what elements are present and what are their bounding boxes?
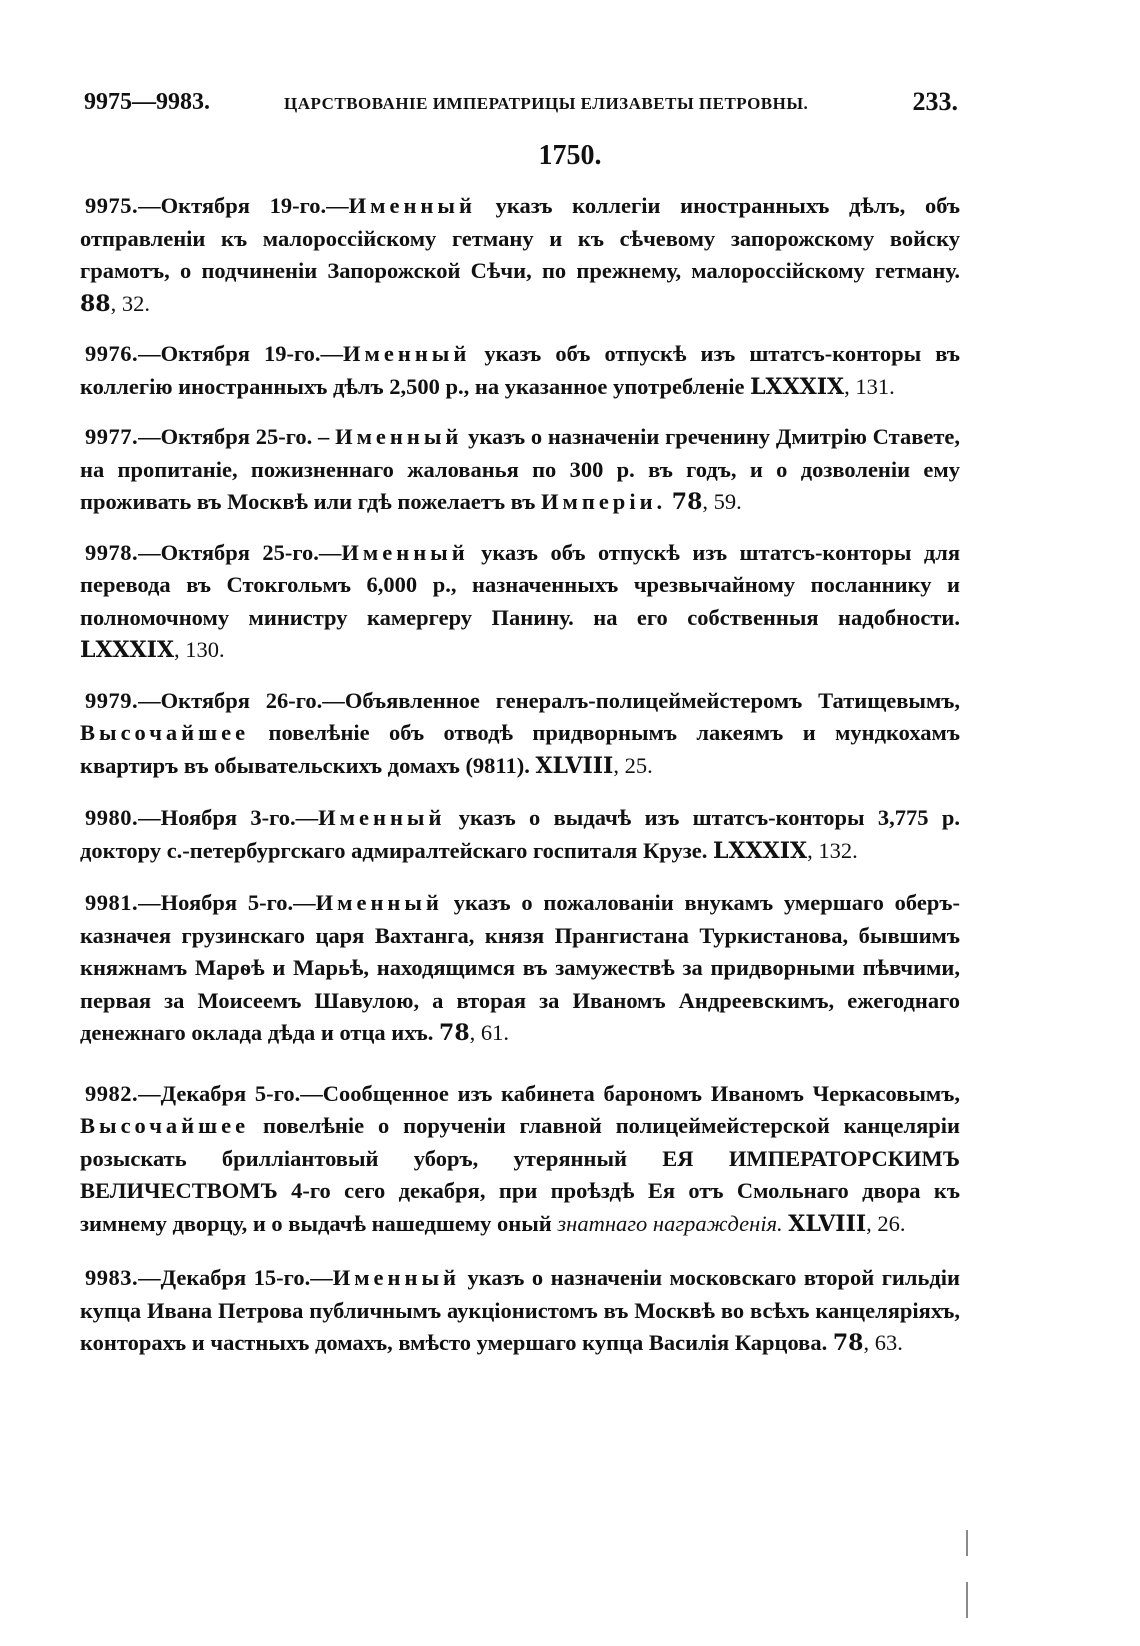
entry-9983 [80, 1262, 960, 1360]
entry-text-b: повелѣніе о порученіи главной полицеймейстерской канцеляріи розыскать брилліантовый уборъ, утерянный ЕЯ ИМПЕРАТОРСКИМЪ ВЕЛИЧЕСТВОМЪ 4-го сего декабря, при проѣздѣ Ея отъ Смольнаго двора къ зимнему дворцу, и о выдачѣ нашедшему оный [80, 1113, 960, 1236]
entry-text: указъ о назначеніи московскаго второй гильдіи купца Ивана Петрова публичнымъ аукціонистомъ въ Москвѣ во всѣхъ канцеляріяхъ, конторахъ и частныхъ домахъ, вмѣсто умершаго купца Василія Карцова. [80, 1265, 960, 1355]
entry-date: —Октября 25-го. – [138, 424, 336, 449]
entry-date: —Октября 25-го.— [138, 539, 342, 565]
entry-kind: Именный [315, 890, 443, 915]
entry-number: 9979. [85, 687, 139, 713]
entry-number: 9980. [85, 805, 139, 830]
entry-text-b: повелѣніе объ отводѣ придворнымъ лакеямъ и мундкохамъ квартиръ въ обывательскихъ домахъ (9811). [80, 720, 960, 778]
entry-9978 [80, 537, 960, 667]
margin-scan-mark [966, 1582, 968, 1618]
entry-text: указъ о назначеніи греченину Дмитрію Ставете, на пропитаніе, пожизненнаго жалованья по 300 р. въ годъ, и о дозволеніи ему проживать въ Москвѣ или гдѣ пожелаетъ въ [80, 424, 961, 514]
entry-page: , 59. [702, 489, 742, 514]
entry-page: , 61. [469, 1020, 510, 1045]
entry-9981 [80, 887, 960, 1050]
entry-page: , 131. [844, 373, 895, 399]
entry-empire: Имперіи. [541, 489, 667, 514]
entry-text: указъ коллегіи иностранныхъ дѣлъ, объ отправленіи къ малороссійскому гетману и къ сѣчевому запорожскому войску грамотъ, о подчиненіи Запорожской Сѣчи, по прежнему, малороссійскому гетману. [80, 193, 960, 283]
page-number: 233. [912, 87, 958, 116]
entry-date: —Октября 26-го.— [138, 687, 345, 713]
entry-date: —Декабря 15-го.— [138, 1265, 333, 1290]
entry-number: 9982. [85, 1080, 139, 1106]
margin-scan-mark [966, 1530, 968, 1556]
entry-text: указъ о пожалованіи внукамъ умершаго оберъ-казначея грузинскаго царя Вахтанга, князя Прангистана Туркистанова, бывшимъ княжнамъ Марѳѣ и Марьѣ, находящимся въ замужествѣ за придворными пѣвчими, первая за Моисеемъ Шавулою, а вторая за Иваномъ Андреевскимъ, ежегоднаго денежнаго оклада дѣда и отца ихъ. [80, 890, 960, 1045]
entry-page: , 63. [863, 1330, 903, 1355]
entry-number: 9981. [85, 890, 139, 915]
entry-volume: LXXXIX [750, 373, 845, 400]
entry-volume: 78 [439, 1020, 470, 1046]
entry-kind: Именный [335, 424, 463, 449]
entry-volume: LXXXIX [713, 837, 808, 864]
entry-text: указъ объ отпускѣ изъ штатсъ-конторы въ коллегію иностранныхъ дѣлъ 2,500 р., на указанное употребленіе [80, 341, 960, 399]
entry-kind: Именный [341, 539, 469, 565]
entry-page: , 32. [110, 290, 150, 316]
entry-kind: Высочайшее [80, 1113, 250, 1138]
entry-9977 [80, 421, 960, 519]
entry-volume: XLVIII [535, 752, 614, 779]
entry-kind: Именный [332, 1265, 460, 1290]
entry-volume: XLVIII [788, 1210, 867, 1237]
entry-9976 [80, 338, 960, 403]
entry-kind: Высочайшее [80, 720, 250, 745]
entry-italic-text: знатнаго награжденія. [557, 1210, 783, 1236]
entry-date: —Октября 19-го.— [138, 341, 344, 366]
entry-number: 9975. [85, 193, 139, 218]
year-heading: 1750. [538, 140, 602, 171]
entry-text-a: Объявленное генералъ-полицеймейстеромъ Татищевымъ, [344, 687, 961, 713]
entry-date: —Ноября 5-го.— [138, 890, 316, 915]
entry-date: —Октября 19-го.— [138, 193, 349, 218]
running-head [84, 86, 958, 118]
entry-page: , 26. [866, 1210, 906, 1236]
entry-number: 9978. [85, 539, 139, 565]
entry-number: 9977. [85, 424, 139, 449]
entry-date: —Ноября 3-го.— [138, 805, 319, 830]
entry-page: , 130. [174, 637, 225, 662]
entry-volume: 78 [671, 489, 703, 515]
entry-kind: Именный [343, 341, 471, 366]
entry-9979 [80, 685, 960, 783]
entry-9975 [80, 190, 960, 320]
entry-volume: 88 [80, 290, 111, 317]
entry-page: , 132. [807, 837, 858, 863]
entry-9982 [80, 1078, 960, 1241]
entry-date: —Декабря 5-го.— [138, 1080, 323, 1106]
entry-number: 9983. [85, 1265, 139, 1290]
entry-text: указъ о выдачѣ изъ штатсъ-конторы 3,775 р. доктору с.-петербургскаго адмиралтейскаго госпиталя Крузе. [80, 805, 960, 863]
entries-list [80, 190, 960, 1378]
entry-volume: 78 [832, 1330, 864, 1356]
entry-range: 9975—9983. [84, 89, 210, 115]
entry-9980 [80, 802, 960, 867]
entry-text-a: Сообщенное изъ кабинета барономъ Иваномъ Черкасовымъ, [322, 1080, 960, 1106]
running-title: ЦАРСТВОВАНІЕ ИМПЕРАТРИЦЫ ЕЛИЗАВЕТЫ ПЕТРОВНЫ. [284, 94, 809, 113]
entry-text: указъ объ отпускѣ изъ штатсъ-конторы для перевода въ Стокгольмъ 6,000 р., назначенныхъ чрезвычайному посланнику и полномочному министру камергеру Панину. на его собственныя надобности. [80, 539, 961, 630]
entry-page: , 25. [613, 752, 653, 778]
entry-kind: Именный [318, 805, 446, 830]
entry-kind: Именный [348, 193, 476, 218]
entry-volume: LXXXIX [80, 637, 175, 663]
entry-number: 9976. [85, 341, 139, 366]
